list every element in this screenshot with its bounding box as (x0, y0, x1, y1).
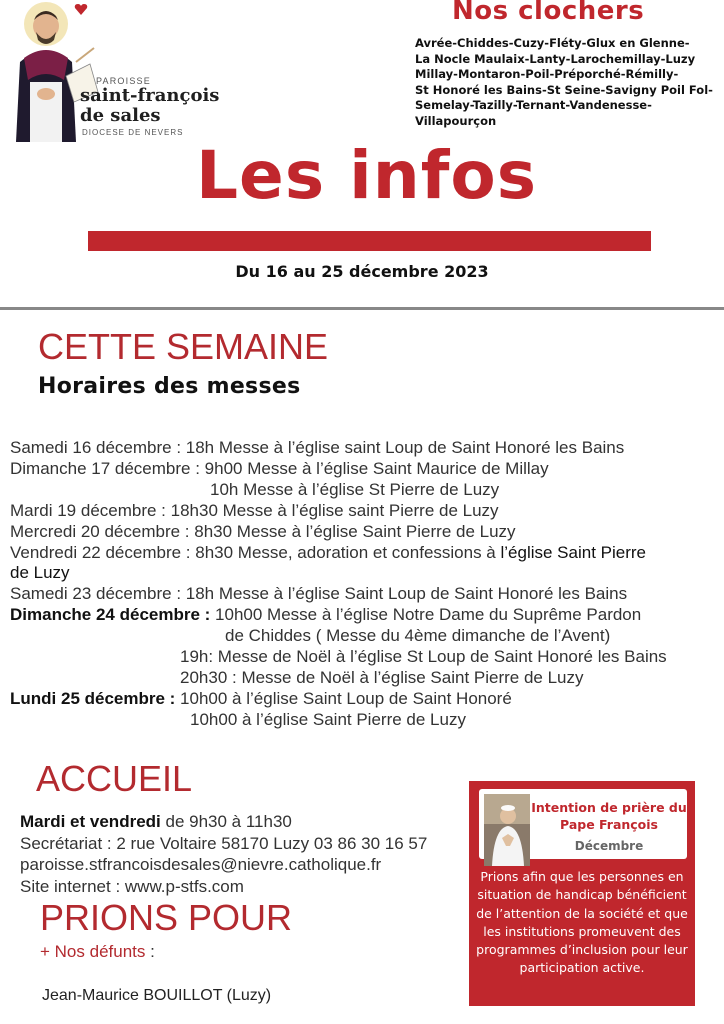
mass-detail: 20h30 : Messe de Noël à l’église Saint Pierre de Luzy (180, 667, 584, 687)
opening-days: Mardi et vendredi (20, 812, 161, 831)
mass-schedule (10, 438, 724, 731)
prayer-intention-box (469, 781, 695, 1006)
clochers-line: St Honoré les Bains-St Seine-Savigny Poil Fol- (415, 82, 713, 97)
prayer-title: Intention de prière du Pape François (531, 800, 687, 832)
secretariat-address: Secrétariat : 2 rue Voltaire 58170 Luzy 03 86 30 16 57 (20, 833, 428, 853)
mass-row-continued (10, 563, 724, 584)
mass-day: Mardi 19 décembre : (10, 500, 166, 520)
mass-row (10, 689, 724, 710)
parish-name-line-2: de sales (80, 105, 161, 126)
prayer-header-card (479, 789, 687, 859)
mass-day: Dimanche 17 décembre : (10, 458, 200, 478)
clochers-line: La Nocle Maulaix-Lanty-Larochemillay-Luzy (415, 51, 696, 66)
mass-row-continued (10, 647, 724, 668)
parish-label: PAROISSE (96, 76, 151, 86)
mass-detail: 10h00 à l’église Saint Pierre de Luzy (190, 709, 466, 729)
mass-day: Samedi 23 décembre : (10, 584, 182, 604)
mass-row (10, 605, 724, 626)
mass-row (10, 459, 724, 480)
mass-detail: 18h30 Messe à l’église saint Pierre de Luzy (165, 500, 499, 520)
mass-detail: 9h00 Messe à l’église Saint Maurice de Millay (199, 458, 549, 478)
prions-pour-heading: PRIONS POUR (40, 897, 293, 938)
mass-row (10, 584, 724, 605)
clochers-list (415, 36, 724, 129)
defunts-title: Nos défunts (54, 942, 146, 961)
accueil-info (20, 811, 427, 897)
date-range: Du 16 au 25 décembre 2023 (235, 262, 489, 281)
plus-sign: + (40, 942, 55, 961)
mass-detail: de Chiddes ( Messe du 4ème dimanche de l’Avent) (225, 626, 611, 646)
defunts-label (40, 942, 155, 962)
diocese-label: DIOCESE DE NEVERS (82, 128, 184, 137)
mass-detail: 10h00 Messe à l’église Notre Dame du Suprême Pardon (210, 605, 642, 625)
mass-day: Samedi 16 décembre : (10, 438, 182, 457)
page-title: Les infos (196, 137, 538, 214)
mass-detail-emphasis: de Luzy (10, 563, 70, 583)
clochers-title: Nos clochers (452, 0, 645, 26)
parish-name-line-1: saint-françois (80, 85, 220, 106)
mass-day: Mercredi 20 décembre : (10, 521, 190, 541)
mass-row (10, 522, 724, 543)
mass-detail: 8h30 Messe, adoration et confessions à (190, 542, 501, 562)
mass-row-continued (10, 710, 724, 731)
mass-detail: 10h Messe à l’église St Pierre de Luzy (210, 479, 500, 499)
mass-detail: 8h30 Messe à l’église Saint Pierre de Luzy (189, 521, 516, 541)
mass-detail: 10h00 à l’église Saint Loup de Saint Honoré (175, 688, 512, 708)
mass-row-continued (10, 668, 724, 689)
pope-photo (484, 794, 530, 866)
mass-row-continued (10, 480, 724, 501)
mass-detail-emphasis: l’église Saint Pierre (500, 542, 646, 562)
mass-day-bold: Lundi 25 décembre : (10, 688, 176, 708)
defunts-colon: : (145, 942, 155, 961)
mass-day: Vendredi 22 décembre : (10, 542, 191, 562)
defunt-name: Jean-Maurice BOUILLOT (Luzy) (42, 987, 272, 1004)
prayer-month: Décembre (574, 839, 644, 853)
clochers-line: Villapourçon (415, 113, 497, 128)
clochers-line: Avrée-Chiddes-Cuzy-Fléty-Glux en Glenne- (415, 36, 690, 50)
mass-detail: 18h Messe à l’église Saint Loup de Saint Honoré les Bains (181, 584, 628, 604)
horaires-subheading: Horaires des messes (38, 374, 301, 399)
clochers-line: Semelay-Tazilly-Ternant-Vandenesse- (415, 98, 652, 112)
mass-detail: 19h: Messe de Noël à l’église St Loup de Saint Honoré les Bains (180, 647, 667, 667)
title-underline-bar (88, 231, 651, 251)
contact-email[interactable]: paroisse.stfrancoisdesales@nievre.catholique.fr (20, 855, 382, 874)
mass-detail: 18h Messe à l’église saint Loup de Saint Honoré les Bains (181, 438, 625, 457)
mass-row-continued (10, 626, 724, 647)
opening-hours (20, 811, 427, 833)
mass-row (10, 543, 724, 564)
website-link[interactable]: Site internet : www.p-stfs.com (20, 876, 244, 896)
clochers-line: Millay-Montaron-Poil-Préporché-Rémilly- (415, 67, 679, 81)
sacred-heart-icon (74, 2, 88, 16)
cette-semaine-heading: CETTE SEMAINE (38, 326, 329, 367)
accueil-heading: ACCUEIL (36, 758, 193, 799)
prayer-text: Prions afin que les personnes en situation de handicap bénéficient de l’attention de la société et que les institutions promeuvent des programmes d’inclusion pour leur participation active. (476, 869, 688, 976)
mass-row (10, 438, 724, 459)
section-divider (0, 307, 724, 310)
opening-times: de 9h30 à 11h30 (160, 812, 292, 831)
parish-logo-text (80, 76, 219, 137)
mass-day-bold: Dimanche 24 décembre : (10, 605, 211, 625)
mass-row (10, 501, 724, 522)
